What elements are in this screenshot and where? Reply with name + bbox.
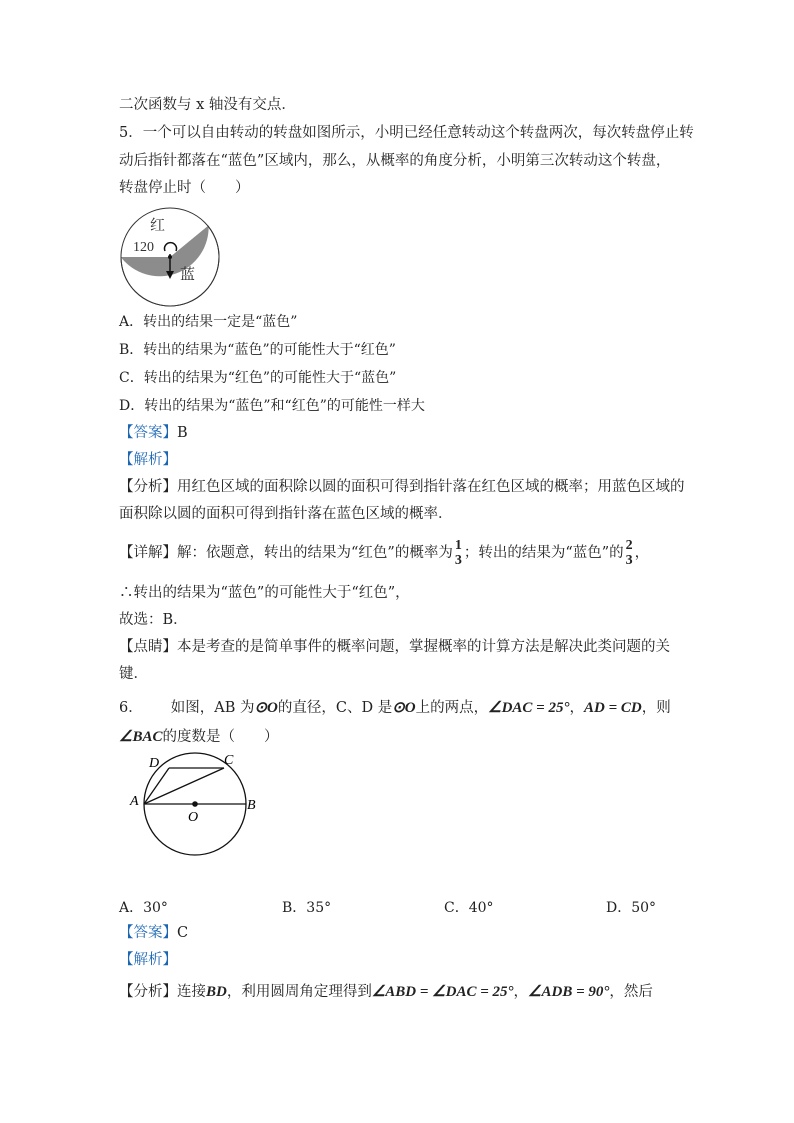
q5-stem-line2: 动后指针都落在“蓝色”区域内，那么，从概率的角度分析，小明第三次转动这个转盘， [119, 153, 671, 169]
q5-analysis-line2: 面积除以圆的面积可得到指针落在蓝色区域的概率． [119, 506, 453, 522]
q5-stem-line3: 转盘停止时（ ） [119, 180, 250, 196]
point-tag: 【点睛】 [119, 639, 177, 655]
circle-o-2: ⊙O [392, 700, 416, 716]
eq-dac: ∠DAC = 25° [488, 700, 570, 716]
label-blue: 蓝 [180, 267, 196, 283]
q5-option-c: C．转出的结果为“红色”的可能性大于“蓝色” [119, 370, 397, 386]
point-o: O [188, 810, 199, 825]
answer-tag: 【答案】 [119, 925, 177, 941]
q6-answer [119, 923, 188, 943]
q5-option-a: A．转出的结果一定是“蓝色” [119, 314, 298, 330]
q5-point-line1: 【点睛】本是考查的是简单事件的概率问题，掌握概率的计算方法是解决此类问题的关 [119, 639, 670, 655]
point-c: C [224, 753, 234, 768]
q6-option-d: D．50° [606, 900, 657, 916]
analysis-tag: 【分析】 [119, 984, 177, 1000]
circle-figure [124, 750, 270, 860]
q6-analysis-line1: 【分析】连接BD，利用圆周角定理得到∠ABD = ∠DAC = 25°，∠ADB = 90°，然后 [119, 984, 653, 1000]
center-point [192, 801, 198, 807]
q6-number: 6． [119, 700, 143, 716]
fraction-two-thirds: 2 3 [625, 538, 633, 568]
q5-option-d: D．转出的结果为“蓝色”和“红色”的可能性一样大 [119, 398, 425, 414]
label-red: 红 [150, 218, 166, 234]
q5-detail-line2: ∴转出的结果为“蓝色”的可能性大于“红色”， [119, 585, 410, 601]
answer-value: B [177, 425, 188, 441]
prev-answer-tail: 二次函数与 x 轴没有交点． [119, 97, 296, 113]
angle-bac: ∠BAC [119, 729, 163, 745]
point-a: A [130, 794, 139, 809]
answer-tag: 【答案】 [119, 425, 177, 441]
q5-option-b: B．转出的结果为“蓝色”的可能性大于“红色” [119, 342, 396, 358]
q5-point-line2: 键． [119, 666, 148, 682]
q5-choose: 故选：B． [119, 612, 188, 628]
q5-stem-line1: 5．一个可以自由转动的转盘如图所示，小明已经任意转动这个转盘两次，每次转盘停止转 [119, 125, 694, 141]
circle-o-1: ⊙O [254, 700, 278, 716]
fraction-one-third: 1 3 [454, 538, 462, 568]
q6-option-c: C．40° [444, 900, 494, 916]
q6-jiexi-tag: 【解析】 [119, 952, 177, 968]
point-b: B [247, 798, 256, 813]
point-d: D [149, 756, 160, 771]
q5-analysis-line1: 【分析】用红色区域的面积除以圆的面积可得到指针落在红色区域的概率；用蓝色区域的 [119, 479, 685, 495]
label-120: 120 [133, 240, 154, 255]
answer-value: C [177, 925, 189, 941]
analysis-tag: 【分析】 [119, 479, 177, 495]
spinner-figure [114, 205, 226, 310]
eq-ad-cd: AD = CD [583, 700, 642, 716]
q6-stem-line1: 6． 如图，AB 为⊙O的直径，C、D 是⊙O上的两点，∠DAC = 25°，AD = CD，则 [119, 700, 671, 716]
q5-detail-line1: 【详解】解：依题意，转出的结果为“红色”的概率为 1 3 ；转出的结果为“蓝色”的 2 3 ， [119, 538, 650, 568]
q6-option-b: B．35° [282, 900, 332, 916]
q5-jiexi-tag: 【解析】 [119, 452, 177, 468]
q5-answer [119, 423, 188, 443]
detail-tag: 【详解】 [119, 545, 177, 561]
q6-option-a: A．30° [119, 900, 168, 916]
q6-stem-line2: ∠BAC的度数是（ ） [119, 729, 279, 745]
